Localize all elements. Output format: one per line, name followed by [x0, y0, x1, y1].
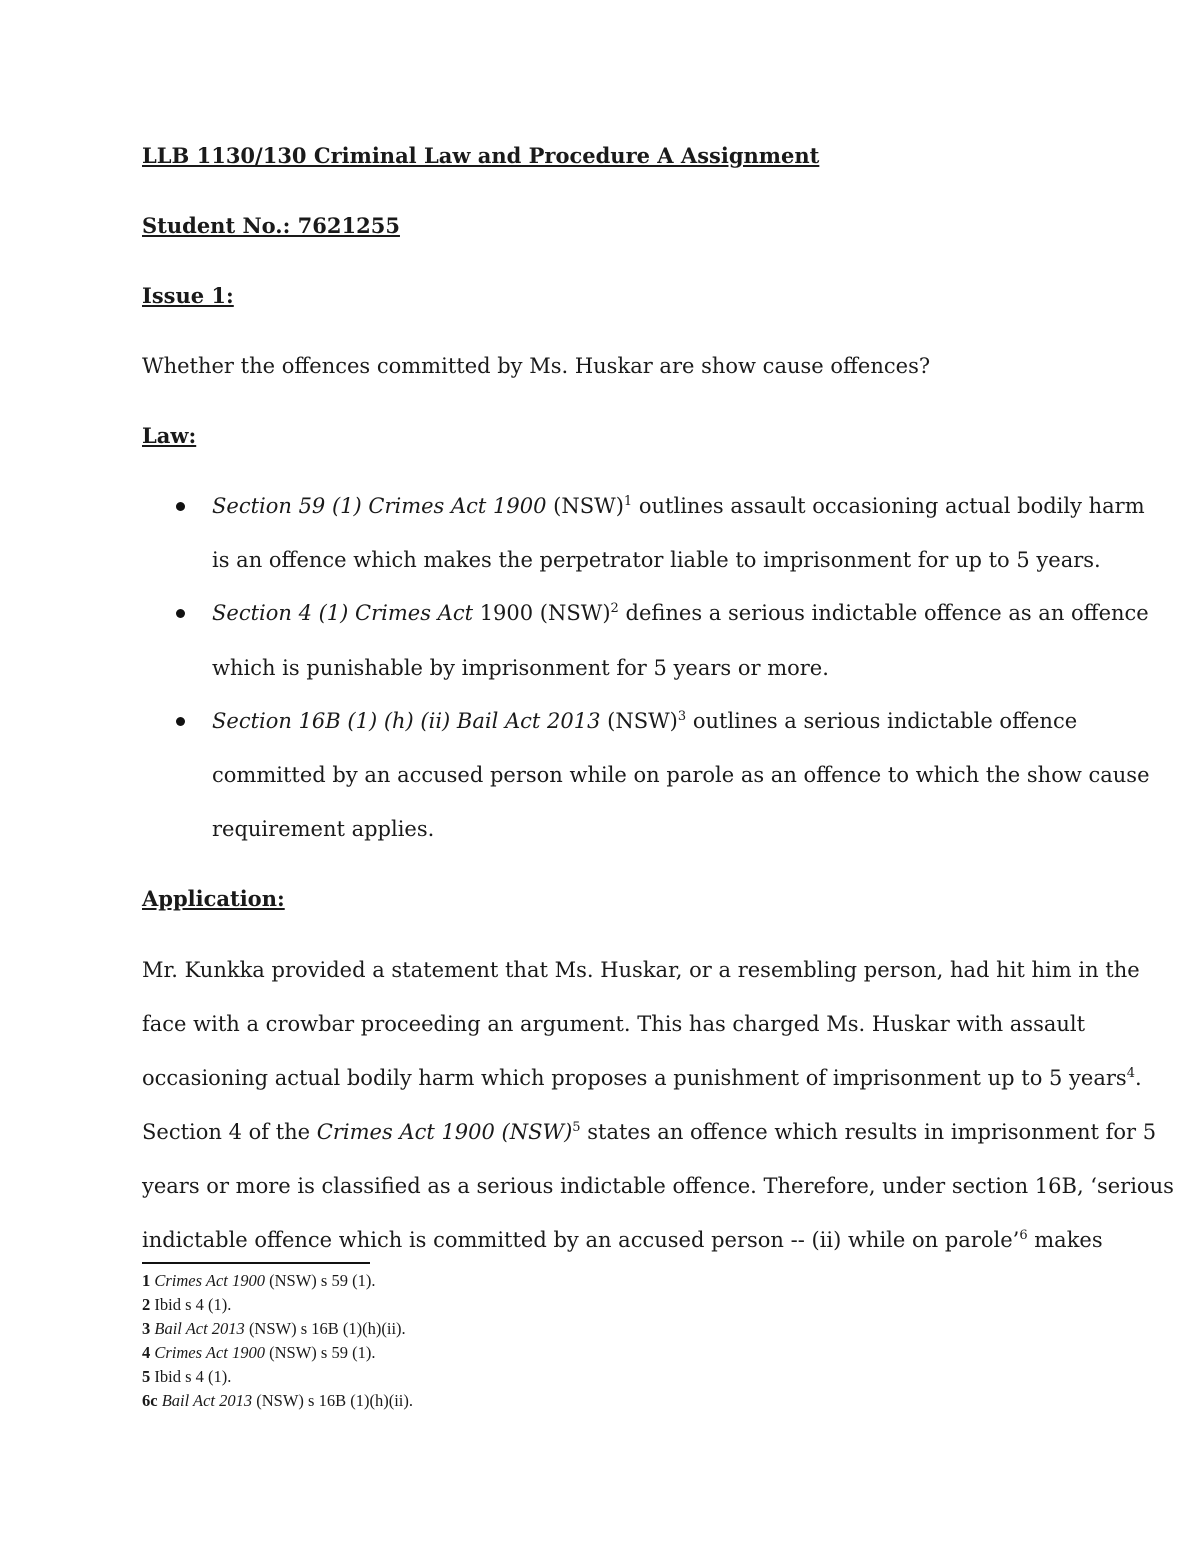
footnote-6: 6c Bail Act 2013 (NSW) s 16B (1)(h)(ii). — [142, 1391, 413, 1410]
law-item-1-line-2: is an offence which makes the perpetrator liable to imprisonment for up to 5 years. — [212, 548, 1101, 572]
footnote-4: 4 Crimes Act 1900 (NSW) s 59 (1). — [142, 1343, 376, 1362]
footnote-3: 3 Bail Act 2013 (NSW) s 16B (1)(h)(ii). — [142, 1319, 406, 1338]
bullet-icon — [176, 502, 185, 511]
application-heading: Application: — [142, 886, 285, 911]
application-line-1: Mr. Kunkka provided a statement that Ms. Huskar, or a resembling person, had hit him in the — [142, 958, 1140, 982]
application-line-5: years or more is classified as a serious indictable offence. Therefore, under section 16B, ‘serious — [142, 1174, 1174, 1198]
law-item-3-line-2: committed by an accused person while on parole as an offence to which the show cause — [212, 763, 1150, 787]
law-heading: Law: — [142, 423, 197, 448]
issue-heading: Issue 1: — [142, 283, 234, 308]
application-line-3: occasioning actual bodily harm which proposes a punishment of imprisonment up to 5 years$^4$. — [142, 1066, 1142, 1090]
law-item-2-line-2: which is punishable by imprisonment for 5 years or more. — [212, 656, 829, 680]
bullet-icon — [176, 609, 185, 618]
application-line-2: face with a crowbar proceeding an argument. This has charged Ms. Huskar with assault — [142, 1012, 1086, 1036]
application-line-6: indictable offence which is committed by an accused person -- (ii) while on parole’$^6$ makes — [142, 1228, 1103, 1252]
law-item-3-line-1: Section 16B (1) (h) (ii) Bail Act 2013 (NSW)$^3$ outlines a serious indictable offence — [212, 709, 1078, 733]
law-item-2-line-1: Section 4 (1) Crimes Act 1900 (NSW)$^2$ defines a serious indictable offence as an offence — [212, 601, 1149, 625]
bullet-icon — [176, 717, 185, 726]
issue-text: Whether the offences committed by Ms. Huskar are show cause offences? — [142, 354, 931, 378]
student-number: Student No.: 7621255 — [142, 213, 400, 238]
law-item-3-line-3: requirement applies. — [212, 817, 435, 841]
footnote-1: 1 Crimes Act 1900 (NSW) s 59 (1). — [142, 1271, 376, 1290]
application-line-4: Section 4 of the Crimes Act 1900 (NSW)$^5$ states an offence which results in imprisonment for 5 — [142, 1120, 1157, 1144]
footnote-5: 5 Ibid s 4 (1). — [142, 1367, 232, 1386]
document-title: LLB 1130/130 Criminal Law and Procedure A Assignment — [142, 143, 820, 168]
footnote-2: 2 Ibid s 4 (1). — [142, 1295, 232, 1314]
law-item-1-line-1: Section 59 (1) Crimes Act 1900 (NSW)$^1$ outlines assault occasioning actual bodily harm — [212, 494, 1145, 518]
footnote-separator — [142, 1262, 370, 1264]
